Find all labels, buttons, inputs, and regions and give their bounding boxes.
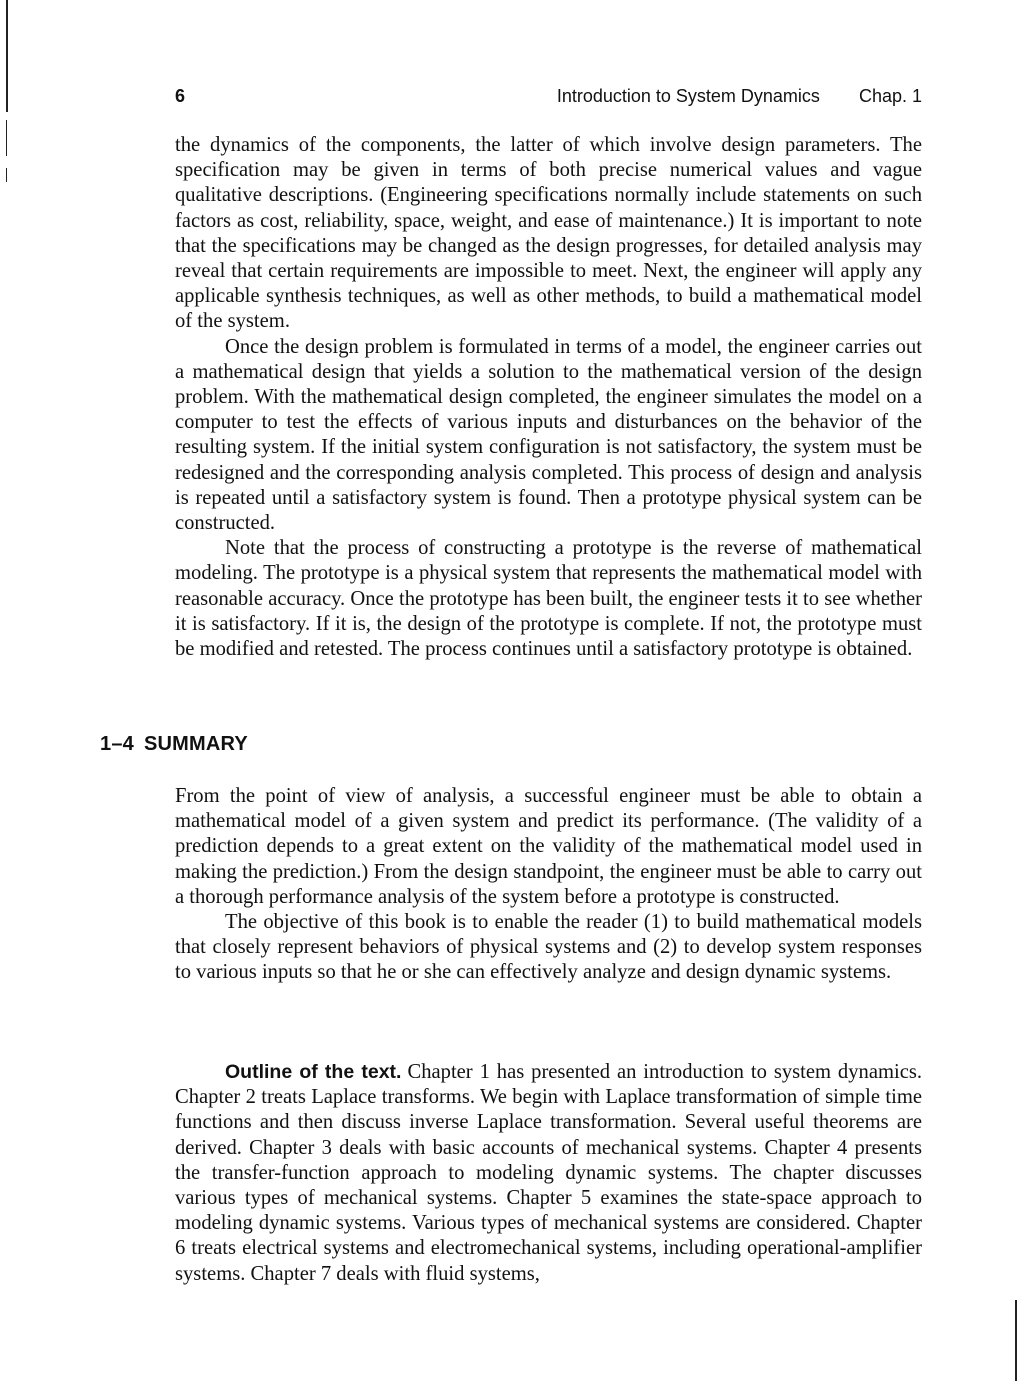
paragraph: The objective of this book is to enable the reader (1) to build mathematical models that closely represent behaviors of physical systems and (2) to develop system responses to various inputs so that he or she can effectively analyze and design dynamic systems. — [175, 911, 922, 984]
outline-heading: Outline of the text. — [225, 1061, 402, 1083]
page-number: 6 — [175, 86, 186, 106]
section-title: SUMMARY — [143, 733, 248, 755]
outline-text-block — [175, 1060, 922, 1287]
summary-text-block — [175, 784, 922, 986]
paragraph: Note that the process of constructing a prototype is the reverse of mathematical modeling. The prototype is a physical system that represents the mathematical model with reasonable accuracy. Once the prototype has been built, the engineer tests it to see whether it is satisfactory. If it is, the design of the prototype is complete. If not, the prototype must be modified and retested. The process continues until a satisfactory prototype is obtained. — [175, 537, 922, 661]
paragraph: Once the design problem is formulated in terms of a model, the engineer carries out a mathematical design that yields a solution to the mathematical version of the design problem. With the mathematical design completed, the engineer simulates the model on a computer to test the effects of various inputs and disturbances on the behavior of the resulting system. If the initial system configuration is not satisfactory, the system must be redesigned and the corresponding analysis completed. This process of design and analysis is repeated until a satisfactory system is found. Then a prototype physical system can be constructed. — [175, 335, 922, 535]
chapter-label: Chap. 1 — [858, 86, 922, 106]
scan-margin-line — [6, 0, 8, 112]
section-heading — [100, 733, 248, 756]
paragraph: From the point of view of analysis, a successful engineer must be able to obtain a mathematical model of a given system and predict its performance. (The validity of a prediction depends to a great extent on the validity of the mathematical model used in making the prediction.) From the design standpoint, the engineer must be able to carry out a thorough performance analysis of the system before a prototype is constructed. — [175, 785, 922, 908]
header-right — [557, 86, 922, 107]
book-title: Introduction to System Dynamics — [556, 86, 820, 106]
paragraph: the dynamics of the components, the latter of which involve design parameters. The specification may be given in terms of both precise numerical values and vague qualitative descriptions. (Engineering specifications normally include statements on such factors as cost, reliability, space, weight, and ease of maintenance.) It is important to note that the specifications may be changed as the design progresses, for detailed analysis may reveal that certain requirements are impossible to meet. Next, the engineer will apply any applicable synthesis techniques, as well as other methods, to build a mathematical model of the system. — [175, 134, 922, 333]
scan-margin-line — [6, 120, 7, 156]
running-header — [175, 86, 922, 110]
intro-text-block — [175, 133, 922, 662]
scan-margin-line — [6, 168, 7, 182]
section-number: 1–4 — [100, 733, 134, 755]
scan-margin-line — [1015, 1300, 1017, 1381]
outline-paragraph — [175, 1060, 922, 1287]
outline-text: Chapter 1 has presented an introduction to system dynamics. Chapter 2 treats Laplace transforms. We begin with Laplace transformation of simple time functions and then discuss inverse Laplace transformation. Several useful theorems are derived. Chapter 3 deals with basic accounts of mechanical systems. Chapter 4 presents the transfer-function approach to modeling dynamic systems. The chapter discusses various types of mechanical systems. Chapter 5 examines the state-space approach to modeling dynamic systems. Various types of mechanical systems are considered. Chapter 6 treats electrical systems and electromechanical systems, including operational-amplifier systems. Chapter 7 deals with fluid systems, — [175, 1061, 923, 1285]
